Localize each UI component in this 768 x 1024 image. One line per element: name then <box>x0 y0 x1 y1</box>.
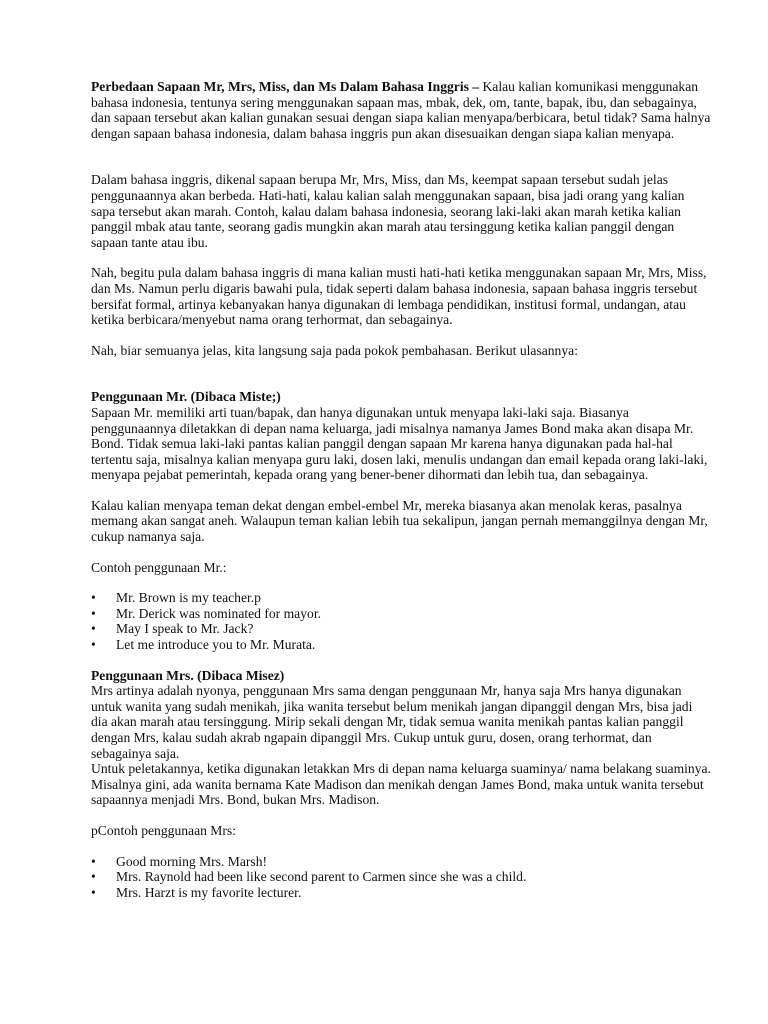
list-item: • Let me introduce you to Mr. Murata. <box>91 637 711 653</box>
paragraph: Dalam bahasa inggris, dikenal sapaan berupa Mr, Mrs, Miss, dan Ms, keempat sapaan tersebut sudah jelas penggunaannya akan berbeda. Hati-hati, kalau kalian salah menggunakan sapaan, bisa jadi orang yang kalian sapa tersebut akan marah. Contoh, kalau dalam bahasa indonesia, seorang laki-laki akan marah ketika kalian panggil mbak atau tante, seorang gadis mungkin akan marah atau tersinggung ketika kalian panggil dengan sapaan tante atau ibu. <box>91 172 685 250</box>
list-item: • Mrs. Harzt is my favorite lecturer. <box>91 885 711 901</box>
section-heading-mrs: Penggunaan Mrs. (Dibaca Misez) <box>91 667 285 683</box>
mr-body-2: Kalau kalian menyapa teman dekat dengan embel-embel Mr, mereka biasanya akan menolak keras, pasalnya memang akan sangat aneh. Walaupun teman kalian lebih tua sekalipun, jangan pernah memanggilnya dengan Mr, cukup namanya saja. <box>91 497 708 545</box>
section-heading-mr: Penggunaan Mr. (Dibaca Miste;) <box>91 389 281 405</box>
document-content <box>91 79 711 900</box>
mrs-body-2: Untuk peletakannya, ketika digunakan letakkan Mrs di depan nama keluarga suaminya/ nama belakang suaminya. Misalnya gini, ada wanita bernama Kate Madison dan menikah dengan James Bond, maka untuk wanita tersebut sapaannya menjadi Mrs. Bond, bukan Mrs. Madison. <box>91 761 711 808</box>
mrs-examples-label: pContoh penggunaan Mrs: <box>91 822 236 838</box>
mr-body: Sapaan Mr. memiliki arti tuan/bapak, dan hanya digunakan untuk menyapa laki-laki saja. Biasanya penggunaannya diletakkan di depan nama keluarga, jadi misalnya namanya James Bond maka akan disapa Mr. Bond. Tidak semua laki-laki pantas kalian panggil dengan sapaan Mr karena hanya digunakan pada hal-hal tertentu saja, misalnya kalian menyapa guru laki, dosen laki, menulis undangan dan email kepada orang laki-laki, menyapa pejabat pemerintah, kepada orang yang bener-bener dihormati dan lebih tua, dan sebagainya. <box>91 404 708 483</box>
list-item: • Good morning Mrs. Marsh! <box>91 854 711 870</box>
mrs-body: Mrs artinya adalah nyonya, penggunaan Mrs sama dengan penggunaan Mr, hanya saja Mrs hanya digunakan untuk wanita yang sudah menikah, jika wanita tersebut belum menikah jangan dipanggil dengan Mrs, bisa jadi dia akan marah atau tersinggung. Mirip sekali dengan Mr, tidak semua wanita menikah pantas kalian panggil dengan Mrs, kalau sudah akrab ngapain dipanggil Mrs. Cukup untuk guru, dosen, orang terhormat, dan sebagainya saja. <box>91 683 693 761</box>
intro-text: Kalau kalian komunikasi menggunakan bahasa indonesia, tentunya sering menggunakan sapaan mas, mbak, dek, om, tante, bapak, ibu, dan sebagainya, dan sapaan tersebut akan kalian gunakan sesuai dengan siapa kalian menyapa/berbicara, betul tidak? Sama halnya dengan sapaan bahasa indonesia, dalam bahasa inggris pun akan disesuaikan dengan siapa kalian menyapa. <box>91 79 711 141</box>
list-item: • Mrs. Raynold had been like second parent to Carmen since she was a child. <box>91 869 711 885</box>
paragraph: Nah, begitu pula dalam bahasa inggris di mana kalian musti hati-hati ketika menggunakan sapaan Mr, Mrs, Miss, dan Ms. Namun perlu digaris bawahi pula, tidak seperti dalam bahasa indonesia, sapaan bahasa inggris tersebut bersifat formal, artinya kebanyakan hanya digunakan di lembaga pendidikan, institusi formal, undangan, atau ketika berbicara/menyebut nama orang terhormat, dan sebagainya. <box>91 265 707 328</box>
mrs-example-list <box>91 854 711 901</box>
list-item: • May I speak to Mr. Jack? <box>91 621 711 637</box>
mr-example-list <box>91 590 711 652</box>
paragraph: Nah, biar semuanya jelas, kita langsung saja pada pokok pembahasan. Berikut ulasannya: <box>91 342 578 358</box>
article-title: Perbedaan Sapaan Mr, Mrs, Miss, dan Ms Dalam Bahasa Inggris – <box>91 79 480 94</box>
mr-examples-label: Contoh penggunaan Mr.: <box>91 559 227 575</box>
intro-paragraph <box>91 79 711 141</box>
list-item: • Mr. Derick was nominated for mayor. <box>91 606 711 622</box>
list-item: • Mr. Brown is my teacher.p <box>91 590 711 606</box>
